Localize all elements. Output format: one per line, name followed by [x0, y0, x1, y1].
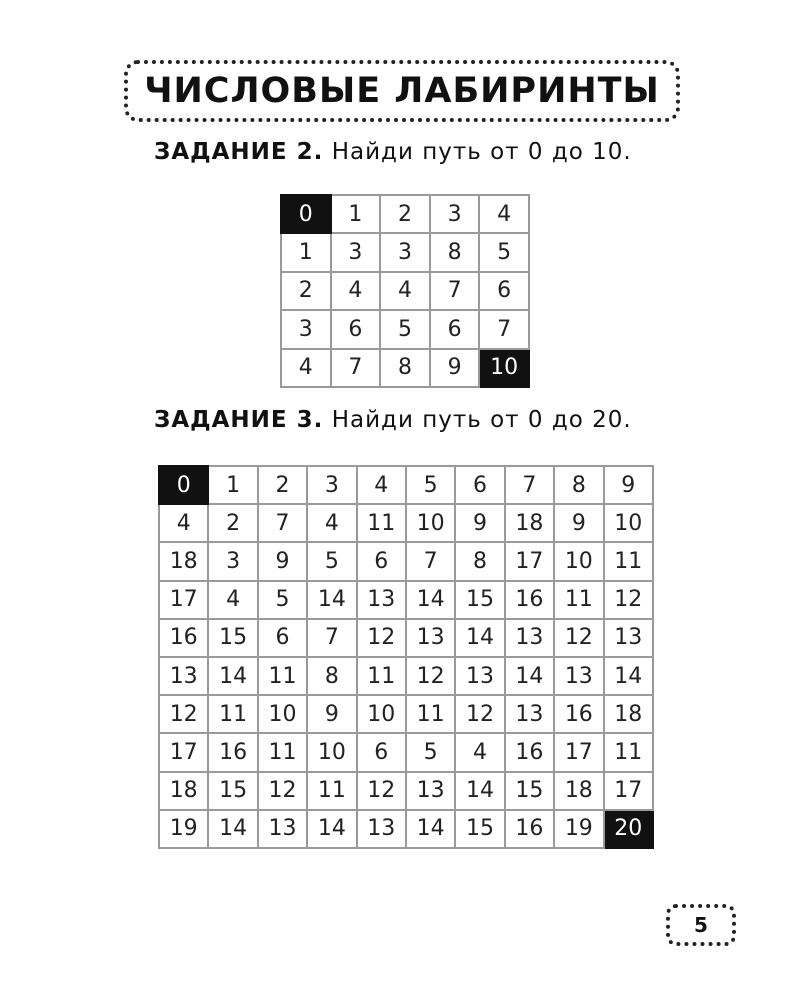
grid-cell[interactable]: 13 — [505, 619, 554, 657]
grid-cell[interactable]: 12 — [159, 695, 208, 733]
grid-cell[interactable]: 9 — [455, 504, 504, 542]
grid-cell[interactable]: 9 — [307, 695, 356, 733]
grid-cell[interactable]: 3 — [208, 542, 257, 580]
grid-cell[interactable]: 14 — [406, 581, 455, 619]
maze-grid-task-2 — [280, 194, 530, 388]
title-frame — [124, 60, 680, 122]
grid-row — [159, 466, 653, 504]
task-2-instruction: Найди путь от 0 до 10. — [331, 139, 632, 165]
grid-cell[interactable]: 14 — [604, 657, 653, 695]
grid-cell[interactable]: 1 — [208, 466, 257, 504]
task-3-label: ЗАДАНИЕ 3. — [154, 407, 324, 433]
grid-cell[interactable]: 14 — [455, 772, 504, 810]
grid-cell[interactable]: 10 — [554, 542, 603, 580]
grid-cell[interactable]: 12 — [604, 581, 653, 619]
grid-cell[interactable]: 13 — [406, 772, 455, 810]
grid-cell[interactable]: 8 — [455, 542, 504, 580]
grid-cell[interactable]: 8 — [554, 466, 603, 504]
grid-cell[interactable]: 13 — [258, 810, 307, 848]
grid-row — [159, 619, 653, 657]
grid-cell[interactable]: 18 — [159, 542, 208, 580]
grid-cell[interactable]: 13 — [357, 581, 406, 619]
grid-row — [281, 272, 529, 310]
grid-row — [281, 310, 529, 348]
grid-cell[interactable]: 3 — [281, 310, 331, 348]
grid-cell[interactable]: 15 — [208, 619, 257, 657]
grid-cell[interactable]: 5 — [406, 466, 455, 504]
grid-cell[interactable]: 15 — [505, 772, 554, 810]
grid-cell[interactable]: 4 — [479, 195, 529, 233]
grid-cell[interactable]: 12 — [357, 772, 406, 810]
grid-cell[interactable]: 4 — [208, 581, 257, 619]
maze-grid-task-3 — [158, 465, 654, 849]
grid-cell[interactable]: 3 — [331, 233, 381, 271]
grid-cell[interactable]: 13 — [159, 657, 208, 695]
grid-cell[interactable]: 7 — [406, 542, 455, 580]
grid-cell[interactable]: 5 — [307, 542, 356, 580]
grid-cell[interactable]: 16 — [208, 733, 257, 771]
grid-cell[interactable]: 4 — [281, 349, 331, 387]
grid-row — [159, 772, 653, 810]
grid-cell[interactable]: 14 — [406, 810, 455, 848]
grid-cell[interactable]: 17 — [554, 733, 603, 771]
grid-cell[interactable]: 6 — [479, 272, 529, 310]
grid-cell[interactable]: 11 — [307, 772, 356, 810]
grid-cell[interactable]: 5 — [258, 581, 307, 619]
grid-cell[interactable]: 10 — [307, 733, 356, 771]
grid-cell[interactable]: 12 — [406, 657, 455, 695]
grid-cell[interactable]: 14 — [307, 581, 356, 619]
grid-cell[interactable]: 12 — [455, 695, 504, 733]
grid-cell[interactable]: 10 — [604, 504, 653, 542]
grid-cell[interactable]: 14 — [307, 810, 356, 848]
grid-cell[interactable]: 14 — [208, 657, 257, 695]
grid-cell[interactable]: 18 — [159, 772, 208, 810]
grid-cell[interactable]: 3 — [307, 466, 356, 504]
grid-cell[interactable]: 4 — [455, 733, 504, 771]
grid-cell[interactable]: 13 — [357, 810, 406, 848]
grid-cell[interactable]: 17 — [604, 772, 653, 810]
grid-cell[interactable]: 8 — [380, 349, 430, 387]
grid-cell[interactable]: 14 — [455, 619, 504, 657]
grid-cell[interactable]: 12 — [357, 619, 406, 657]
task-2-label: ЗАДАНИЕ 2. — [154, 139, 324, 165]
grid-cell[interactable]: 4 — [159, 504, 208, 542]
grid-cell[interactable]: 7 — [307, 619, 356, 657]
grid-cell[interactable]: 13 — [406, 619, 455, 657]
grid-cell[interactable]: 4 — [307, 504, 356, 542]
grid-cell[interactable]: 9 — [430, 349, 480, 387]
grid-cell[interactable]: 2 — [208, 504, 257, 542]
page-title: ЧИСЛОВЫЕ ЛАБИРИНТЫ — [144, 71, 660, 111]
grid-cell[interactable]: 5 — [406, 733, 455, 771]
grid-cell[interactable]: 8 — [307, 657, 356, 695]
grid-cell[interactable]: 19 — [159, 810, 208, 848]
page-number: 5 — [694, 913, 708, 937]
grid-cell[interactable]: 16 — [159, 619, 208, 657]
page-number-frame — [666, 904, 736, 946]
grid-cell[interactable]: 11 — [604, 542, 653, 580]
grid-cell[interactable]: 13 — [604, 619, 653, 657]
grid-cell[interactable]: 6 — [357, 733, 406, 771]
grid-cell[interactable]: 6 — [430, 310, 480, 348]
grid-cell[interactable]: 7 — [430, 272, 480, 310]
grid-row — [159, 542, 653, 580]
grid-cell[interactable]: 18 — [554, 772, 603, 810]
grid-cell[interactable]: 16 — [505, 733, 554, 771]
grid-cell[interactable]: 2 — [380, 195, 430, 233]
grid-row — [159, 810, 653, 848]
grid-cell[interactable]: 1 — [281, 233, 331, 271]
grid-cell[interactable]: 0 — [281, 195, 331, 233]
grid-cell[interactable]: 15 — [455, 581, 504, 619]
grid-cell[interactable]: 13 — [505, 695, 554, 733]
grid-cell[interactable]: 18 — [505, 504, 554, 542]
grid-cell[interactable]: 11 — [406, 695, 455, 733]
grid-cell[interactable]: 9 — [258, 542, 307, 580]
grid-cell[interactable]: 17 — [159, 581, 208, 619]
grid-cell[interactable]: 11 — [258, 733, 307, 771]
grid-cell[interactable]: 16 — [505, 581, 554, 619]
grid-cell[interactable]: 11 — [258, 657, 307, 695]
grid-cell[interactable]: 17 — [159, 733, 208, 771]
grid-cell[interactable]: 11 — [208, 695, 257, 733]
grid-cell[interactable]: 9 — [604, 466, 653, 504]
grid-cell[interactable]: 11 — [357, 657, 406, 695]
grid-cell[interactable]: 6 — [455, 466, 504, 504]
grid-cell[interactable]: 7 — [331, 349, 381, 387]
grid-cell[interactable]: 10 — [479, 349, 529, 387]
grid-cell[interactable]: 10 — [258, 695, 307, 733]
grid-cell[interactable]: 15 — [455, 810, 504, 848]
grid-cell[interactable]: 16 — [505, 810, 554, 848]
grid-cell[interactable]: 10 — [357, 695, 406, 733]
grid-cell[interactable]: 14 — [505, 657, 554, 695]
grid-cell[interactable]: 9 — [554, 504, 603, 542]
grid-row — [159, 581, 653, 619]
grid-cell[interactable]: 17 — [505, 542, 554, 580]
grid-cell[interactable]: 4 — [380, 272, 430, 310]
grid-cell[interactable]: 2 — [258, 466, 307, 504]
grid-row — [159, 657, 653, 695]
grid-cell[interactable]: 11 — [604, 733, 653, 771]
grid-cell[interactable]: 15 — [208, 772, 257, 810]
task-3-instruction: Найди путь от 0 до 20. — [331, 407, 632, 433]
grid-cell[interactable]: 7 — [258, 504, 307, 542]
grid-cell[interactable]: 14 — [208, 810, 257, 848]
grid-cell[interactable]: 5 — [479, 233, 529, 271]
grid-cell[interactable]: 3 — [430, 195, 480, 233]
grid-cell[interactable]: 3 — [380, 233, 430, 271]
grid-row — [159, 504, 653, 542]
grid-row — [281, 349, 529, 387]
grid-cell[interactable]: 16 — [554, 695, 603, 733]
grid-cell[interactable]: 11 — [554, 581, 603, 619]
grid-cell[interactable]: 12 — [554, 619, 603, 657]
grid-cell[interactable]: 20 — [604, 810, 653, 848]
grid-cell[interactable]: 4 — [331, 272, 381, 310]
grid-row — [159, 695, 653, 733]
grid-cell[interactable]: 7 — [505, 466, 554, 504]
grid-cell[interactable]: 2 — [281, 272, 331, 310]
task-2-heading — [154, 139, 632, 165]
grid-cell[interactable]: 12 — [258, 772, 307, 810]
grid-cell[interactable]: 4 — [357, 466, 406, 504]
grid-cell[interactable]: 13 — [554, 657, 603, 695]
grid-cell[interactable]: 18 — [604, 695, 653, 733]
grid-row — [159, 733, 653, 771]
grid-cell[interactable]: 7 — [479, 310, 529, 348]
grid-cell[interactable]: 0 — [159, 466, 208, 504]
grid-cell[interactable]: 6 — [331, 310, 381, 348]
task-3-heading — [154, 407, 632, 433]
grid-row — [281, 233, 529, 271]
grid-cell[interactable]: 11 — [357, 504, 406, 542]
grid-cell[interactable]: 5 — [380, 310, 430, 348]
grid-cell[interactable]: 10 — [406, 504, 455, 542]
grid-row — [281, 195, 529, 233]
grid-cell[interactable]: 6 — [258, 619, 307, 657]
grid-cell[interactable]: 1 — [331, 195, 381, 233]
grid-cell[interactable]: 8 — [430, 233, 480, 271]
grid-cell[interactable]: 6 — [357, 542, 406, 580]
grid-cell[interactable]: 13 — [455, 657, 504, 695]
grid-cell[interactable]: 19 — [554, 810, 603, 848]
